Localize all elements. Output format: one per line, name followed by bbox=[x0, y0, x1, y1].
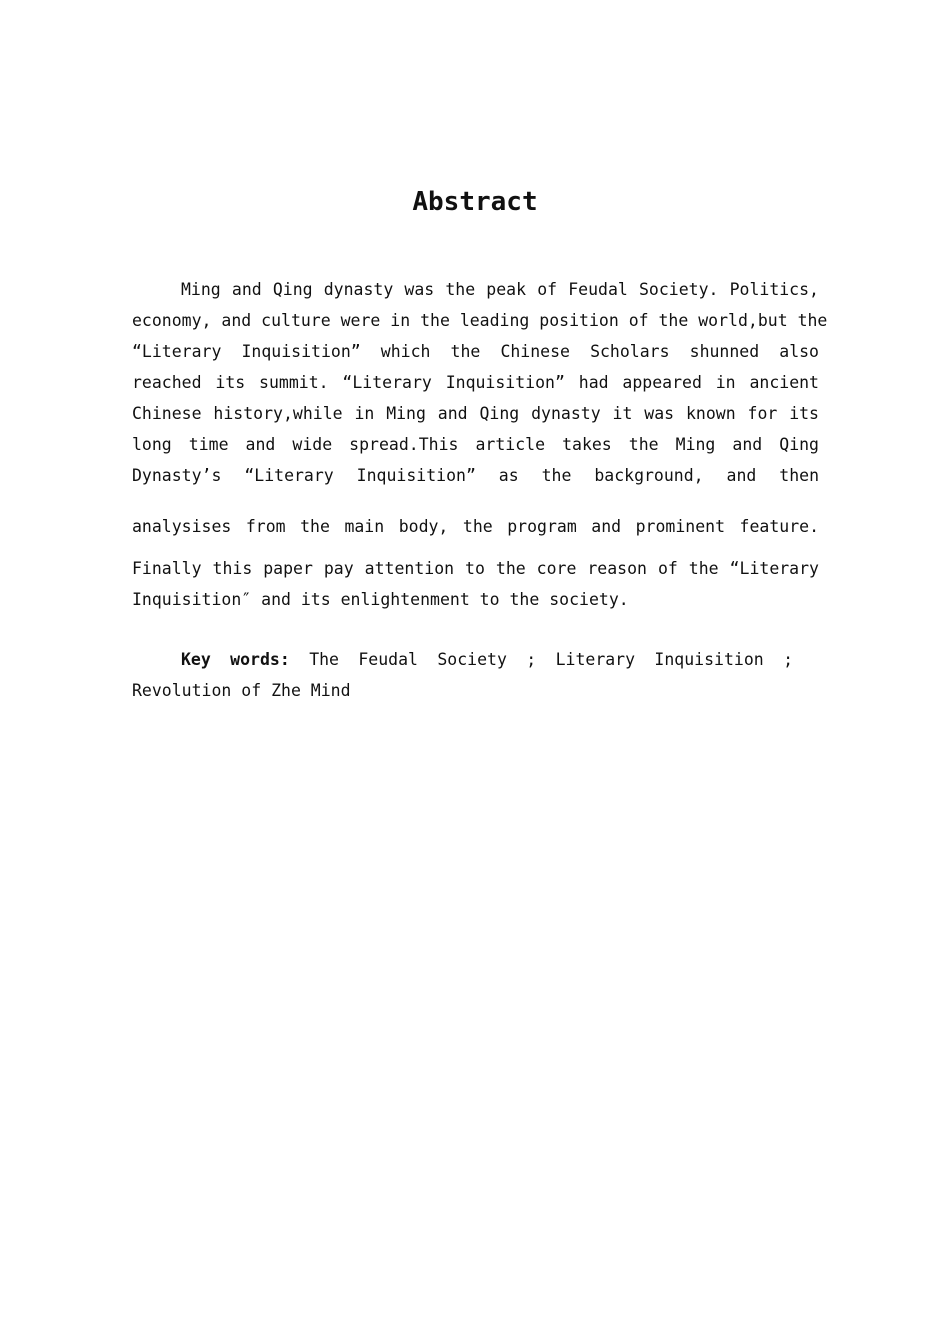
abstract-line: reached its summit. “Literary Inquisition” had appeared in ancient bbox=[132, 373, 819, 392]
abstract-line: Dynasty’s “Literary Inquisition” as the background, and then bbox=[132, 466, 819, 485]
page-title: Abstract bbox=[412, 187, 538, 217]
abstract-line: Chinese history,while in Ming and Qing dynasty it was known for its bbox=[132, 404, 819, 423]
keywords-label: Key words: bbox=[181, 650, 290, 669]
abstract-line: Inquisition″ and its enlightenment to the society. bbox=[132, 590, 629, 609]
abstract-line: Finally this paper pay attention to the core reason of the “Literary bbox=[132, 559, 819, 578]
abstract-line: long time and wide spread.This article takes the Ming and Qing bbox=[132, 435, 819, 454]
abstract-line: analysises from the main body, the program and prominent feature. bbox=[132, 517, 819, 536]
abstract-line: “Literary Inquisition” which the Chinese Scholars shunned also bbox=[132, 342, 819, 361]
abstract-line: Ming and Qing dynasty was the peak of Feudal Society. Politics, bbox=[181, 280, 819, 299]
keywords-line bbox=[132, 644, 793, 675]
keywords-section bbox=[132, 644, 819, 706]
abstract-line: economy, and culture were in the leading position of the world,but the bbox=[132, 311, 828, 330]
keywords-text-continued: Revolution of Zhe Mind bbox=[132, 681, 351, 700]
keywords-text: The Feudal Society ; Literary Inquisition ; bbox=[309, 650, 794, 669]
